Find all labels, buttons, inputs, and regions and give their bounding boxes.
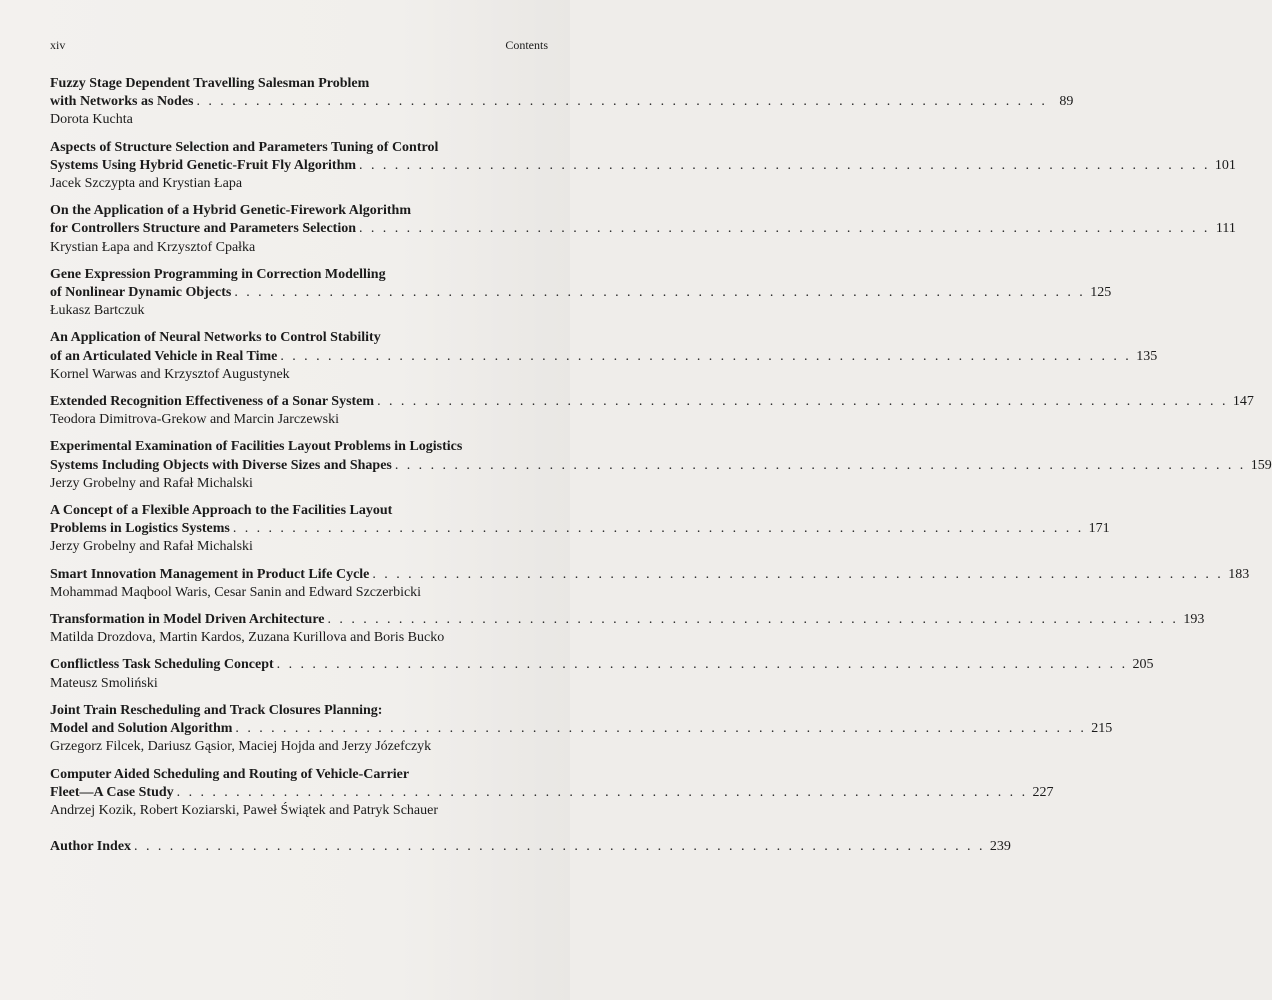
entry-authors: Mateusz Smoliński [50,675,158,691]
entry-page-number: 193 [1183,612,1205,628]
entry-authors: Łukasz Bartczuk [50,303,145,319]
entry-page-number: 101 [1214,157,1236,173]
toc-entry[interactable] [50,75,1074,130]
entry-title-text: of Nonlinear Dynamic Objects [50,285,232,301]
toc-entry[interactable] [50,566,1250,602]
running-title: Contents [505,38,548,52]
entry-authors: Jerzy Grobelny and Rafał Michalski [50,539,253,555]
entry-authors: Krystian Łapa and Krzysztof Cpałka [50,239,256,255]
entry-page-number: 227 [1032,784,1054,800]
entry-title-text: with Networks as Nodes [50,94,194,110]
entry-page-number: 171 [1088,521,1110,537]
entry-title-line-1: Joint Train Rescheduling and Track Closures Planning: [50,702,383,718]
dot-leader: . . . . . . . . . . . . . . . . . . . . . . . . . . . . . . . . . . . . . . . . . . . . . . . . . . . . . . . . . . . . . . . . . . . . . . . . [196,94,1048,110]
entry-title-line-1: A Concept of a Flexible Approach to the Facilities Layout [50,503,393,519]
entry-title-line-1: Experimental Examination of Facilities Layout Problems in Logistics [50,439,463,455]
entry-title-line-1: Gene Expression Programming in Correction Modelling [50,266,386,282]
entry-authors: Jacek Szczypta and Krystian Łapa [50,176,243,192]
entry-title-line-2 [50,720,1113,738]
entry-title-text: Extended Recognition Effectiveness of a Sonar System [50,394,375,410]
table-of-contents [50,75,1272,856]
toc-entry[interactable] [50,266,1112,321]
dot-leader: . . . . . . . . . . . . . . . . . . . . . . . . . . . . . . . . . . . . . . . . . . . . . . . . . . . . . . . . . . . . . . . . . . . . . . . . [327,612,1179,628]
toc-entry[interactable] [50,329,1158,384]
entry-page-number: 159 [1250,457,1272,473]
entry-authors: Kornel Warwas and Krzysztof Augustynek [50,366,290,382]
toc-entry[interactable] [50,611,1205,647]
entry-page-number: 215 [1091,721,1113,737]
entry-title-line-1: Aspects of Structure Selection and Parameters Tuning of Control [50,139,439,155]
entry-title-line-2 [50,93,1074,111]
entry-title-text: of an Articulated Vehicle in Real Time [50,348,278,364]
entry-authors: Teodora Dimitrova-Grekow and Marcin Jarczewski [50,412,340,428]
entry-title-text: Smart Innovation Management in Product Life Cycle [50,566,370,582]
toc-entry-author-index[interactable] [50,838,1011,856]
entry-title-line-2 [50,348,1158,366]
dot-leader: . . . . . . . . . . . . . . . . . . . . . . . . . . . . . . . . . . . . . . . . . . . . . . . . . . . . . . . . . . . . . . . . . . . . . . . . [359,221,1210,237]
page-number: xiv [50,38,66,52]
entry-title-line [50,611,1205,629]
entry-page-number: 89 [1059,94,1074,110]
dot-leader: . . . . . . . . . . . . . . . . . . . . . . . . . . . . . . . . . . . . . . . . . . . . . . . . . . . . . . . . . . . . . . . . . . . . . . . . [280,348,1132,364]
entry-title-line-1: On the Application of a Hybrid Genetic-Firework Algorithm [50,203,412,219]
dot-leader: . . . . . . . . . . . . . . . . . . . . . . . . . . . . . . . . . . . . . . . . . . . . . . . . . . . . . . . . . . . . . . . . . . . . . . . . [372,566,1224,582]
toc-entry[interactable] [50,202,1236,257]
entry-title-line-2 [50,157,1236,175]
dot-leader: . . . . . . . . . . . . . . . . . . . . . . . . . . . . . . . . . . . . . . . . . . . . . . . . . . . . . . . . . . . . . . . . . . . . . . . . [235,721,1087,737]
toc-entry[interactable] [50,438,1272,493]
entry-title-line-2 [50,284,1112,302]
entry-title-text: Problems in Logistics Systems [50,521,230,537]
entry-title-text: Conflictless Task Scheduling Concept [50,657,274,673]
dot-leader: . . . . . . . . . . . . . . . . . . . . . . . . . . . . . . . . . . . . . . . . . . . . . . . . . . . . . . . . . . . . . . . . . . . . . . . . [359,157,1210,173]
entry-page-number: 183 [1228,566,1250,582]
toc-entry[interactable] [50,766,1054,821]
entry-authors: Dorota Kuchta [50,112,133,128]
entry-title-line-2 [50,520,1110,538]
entry-title-line [50,566,1250,584]
entry-title-line-1: An Application of Neural Networks to Control Stability [50,330,381,346]
toc-entry[interactable] [50,393,1254,429]
entry-title-text: Systems Using Hybrid Genetic-Fruit Fly Algorithm [50,157,357,173]
dot-leader: . . . . . . . . . . . . . . . . . . . . . . . . . . . . . . . . . . . . . . . . . . . . . . . . . . . . . . . . . . . . . . . . . . . . . . . . [176,784,1028,800]
entry-title-line-1: Computer Aided Scheduling and Routing of Vehicle-Carrier [50,766,410,782]
entry-title-line [50,656,1154,674]
entry-title-line [50,838,1011,856]
entry-title-line [50,393,1254,411]
entry-title-line-2 [50,220,1236,238]
entry-authors: Andrzej Kozik, Robert Koziarski, Paweł Świątek and Patryk Schauer [50,802,439,818]
entry-page-number: 135 [1136,348,1158,364]
dot-leader: . . . . . . . . . . . . . . . . . . . . . . . . . . . . . . . . . . . . . . . . . . . . . . . . . . . . . . . . . . . . . . . . . . . . . . . . [394,457,1246,473]
toc-entry[interactable] [50,702,1113,757]
entry-title-line-1: Fuzzy Stage Dependent Travelling Salesman Problem [50,76,370,91]
dot-leader: . . . . . . . . . . . . . . . . . . . . . . . . . . . . . . . . . . . . . . . . . . . . . . . . . . . . . . . . . . . . . . . . . . . . . . . . [134,839,985,855]
entry-title-line-2 [50,457,1272,475]
entry-title-text: Fleet—A Case Study [50,784,174,800]
dot-leader: . . . . . . . . . . . . . . . . . . . . . . . . . . . . . . . . . . . . . . . . . . . . . . . . . . . . . . . . . . . . . . . . . . . . . . . . [377,394,1228,410]
toc-entry[interactable] [50,656,1154,692]
entry-title-text: Transformation in Model Driven Architecture [50,612,325,628]
entry-authors: Jerzy Grobelny and Rafał Michalski [50,475,253,491]
entry-title-text: for Controllers Structure and Parameters Selection [50,221,356,237]
dot-leader: . . . . . . . . . . . . . . . . . . . . . . . . . . . . . . . . . . . . . . . . . . . . . . . . . . . . . . . . . . . . . . . . . . . . . . . . [276,657,1128,673]
entry-page-number: 147 [1232,394,1254,410]
entry-title-text: Author Index [50,839,132,855]
entry-page-number: 239 [989,839,1011,855]
entry-authors: Grzegorz Filcek, Dariusz Gąsior, Maciej Hojda and Jerzy Józefczyk [50,739,432,755]
dot-leader: . . . . . . . . . . . . . . . . . . . . . . . . . . . . . . . . . . . . . . . . . . . . . . . . . . . . . . . . . . . . . . . . . . . . . . . . [232,521,1084,537]
entry-page-number: 111 [1215,221,1236,237]
toc-entry[interactable] [50,139,1236,194]
entry-title-line-2 [50,784,1054,802]
dot-leader: . . . . . . . . . . . . . . . . . . . . . . . . . . . . . . . . . . . . . . . . . . . . . . . . . . . . . . . . . . . . . . . . . . . . . . . . [234,285,1086,301]
entry-title-text: Model and Solution Algorithm [50,721,233,737]
entry-page-number: 125 [1090,285,1112,301]
entry-authors: Mohammad Maqbool Waris, Cesar Sanin and Edward Szczerbicki [50,584,422,600]
entry-page-number: 205 [1132,657,1154,673]
entry-authors: Matilda Drozdova, Martin Kardos, Zuzana Kurillova and Boris Bucko [50,630,445,646]
toc-entry[interactable] [50,502,1110,557]
entry-title-text: Systems Including Objects with Diverse Sizes and Shapes [50,457,392,473]
